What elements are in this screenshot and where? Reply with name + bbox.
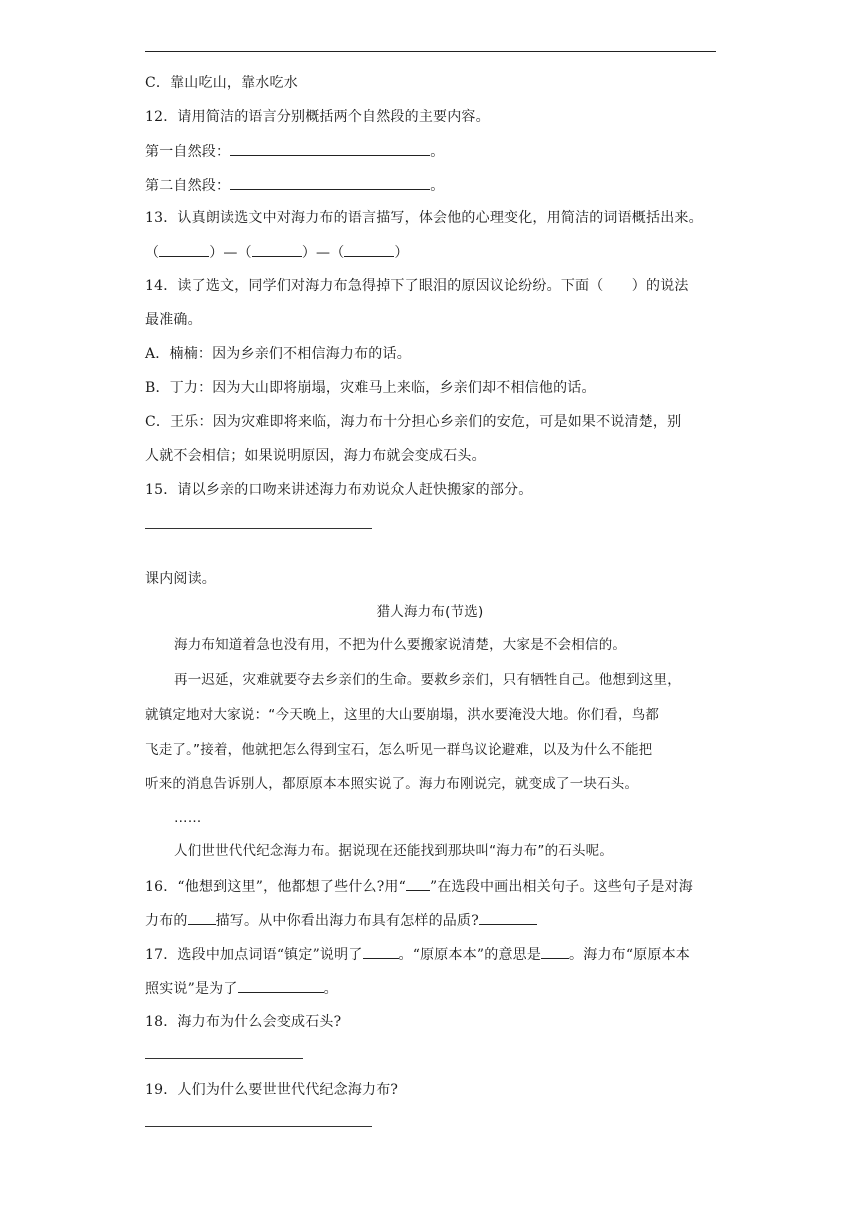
- passage-paragraph-2-line4: 听来的消息告诉别人，都原原本本照实说了。海力布刚说完，就变成了一块石头。: [145, 776, 639, 792]
- q12-para1-label: 第一自然段：: [145, 144, 231, 160]
- q14-prompt-line2: 最准确。: [145, 312, 202, 328]
- passage-paragraph-2-line1: 再一迟延，灾难就要夺去乡亲们的生命。要救乡亲们，只有牺牲自己。他想到这里，: [174, 672, 681, 688]
- reading-intro: 课内阅读。: [145, 571, 216, 587]
- q17-line2: [145, 978, 338, 999]
- q16-line1: [145, 876, 693, 897]
- q12-para2-answer-blank[interactable]: [230, 175, 430, 190]
- q19-answer-line[interactable]: [145, 1126, 372, 1127]
- q14-option-c-line1[interactable]: C．王乐：因为灾难即将来临，海力布十分担心乡亲们的安危，可是如果不说清楚，别: [145, 414, 682, 430]
- q17-text-a: 17．选段中加点词语“镇定”说明了: [145, 947, 363, 963]
- q18-prompt: 18．海力布为什么会变成石头?: [145, 1014, 342, 1030]
- q14-prompt-line1: 14．读了选文，同学们对海力布急得掉下了眼泪的原因议论纷纷。下面（ ）的说法: [145, 278, 689, 294]
- q16-description-blank[interactable]: [188, 910, 216, 925]
- q17-blank-1[interactable]: [363, 944, 399, 959]
- q13-blanks-row: [145, 242, 409, 263]
- q17-blank-3[interactable]: [238, 978, 324, 993]
- q19-prompt: 19．人们为什么要世世代代纪念海力布?: [145, 1082, 399, 1098]
- header-rule: [145, 51, 716, 52]
- q13-dash-1: —: [223, 245, 238, 261]
- q13-dash-2: —: [316, 245, 331, 261]
- q15-answer-line[interactable]: [145, 528, 372, 529]
- passage-paragraph-2-line3: 飞走了。”接着，他就把怎么得到宝石，怎么听见一群鸟议论避难，以及为什么不能把: [145, 742, 653, 758]
- q12-para2-end: 。: [430, 178, 445, 194]
- q13-paren-open-3: （: [330, 245, 345, 261]
- q17-line1: [145, 944, 690, 965]
- q13-blank-3[interactable]: [344, 242, 394, 257]
- q14-option-b[interactable]: B．丁力：因为大山即将崩塌，灾难马上来临，乡亲们却不相信他的话。: [145, 380, 596, 396]
- passage-title: 猎人海力布(节选): [376, 604, 484, 620]
- q15-prompt: 15．请以乡亲的口吻来讲述海力布劝说众人赶快搬家的部分。: [145, 482, 533, 498]
- q12-prompt: 12．请用简洁的语言分别概括两个自然段的主要内容。: [145, 109, 490, 125]
- q12-para1-end: 。: [430, 144, 445, 160]
- q16-quality-blank[interactable]: [479, 910, 537, 925]
- q13-blank-1[interactable]: [159, 242, 209, 257]
- q16-text-c: 力布的: [145, 913, 188, 929]
- q12-para2-row: [145, 175, 444, 196]
- q16-text-a: 16．“他想到这里”，他都想了些什么?用“: [145, 879, 406, 895]
- q16-text-d: 描写。从中你看出海力布具有怎样的品质?: [215, 913, 479, 929]
- q16-text-b: ”在选段中画出相关句子。这些句子是对海: [430, 879, 693, 895]
- q17-blank-2[interactable]: [541, 944, 569, 959]
- q13-paren-close-3: ）: [394, 245, 409, 261]
- q16-line2: [145, 910, 537, 931]
- passage-paragraph-1: 海力布知道着急也没有用，不把为什么要搬家说清楚，大家是不会相信的。: [174, 637, 627, 653]
- passage-paragraph-3: 人们世世代代纪念海力布。据说现在还能找到那块叫“海力布”的石头呢。: [174, 843, 614, 859]
- passage-paragraph-2-line2: 就镇定地对大家说：“今天晚上，这里的大山要崩塌，洪水要淹没大地。你们看，鸟都: [145, 707, 660, 723]
- q11-option-c: C．靠山吃山，靠水吃水: [145, 75, 298, 91]
- q17-text-c: 。海力布“原原本本: [569, 947, 691, 963]
- q17-text-d: 照实说”是为了: [145, 981, 238, 997]
- q14-option-a[interactable]: A．楠楠：因为乡亲们不相信海力布的话。: [145, 346, 411, 362]
- q17-text-b: 。“原原本本”的意思是: [398, 947, 542, 963]
- q12-para2-label: 第二自然段：: [145, 178, 231, 194]
- passage-ellipsis: ……: [174, 810, 202, 826]
- q14-option-c-line2: 人就不会相信；如果说明原因，海力布就会变成石头。: [145, 448, 486, 464]
- q13-blank-2[interactable]: [252, 242, 302, 257]
- q16-symbol-blank[interactable]: [406, 876, 430, 891]
- q13-prompt: 13．认真朗读选文中对海力布的语言描写，体会他的心理变化，用简洁的词语概括出来。: [145, 210, 703, 226]
- q17-text-e: 。: [323, 981, 338, 997]
- q13-paren-open-1: （: [145, 245, 160, 261]
- q12-para1-answer-blank[interactable]: [230, 141, 430, 156]
- q13-paren-open-2: （: [237, 245, 252, 261]
- q18-answer-line[interactable]: [145, 1058, 303, 1059]
- q13-paren-close-2: ）: [301, 245, 317, 261]
- q13-paren-close-1: ）: [209, 245, 224, 261]
- q12-para1-row: [145, 141, 444, 162]
